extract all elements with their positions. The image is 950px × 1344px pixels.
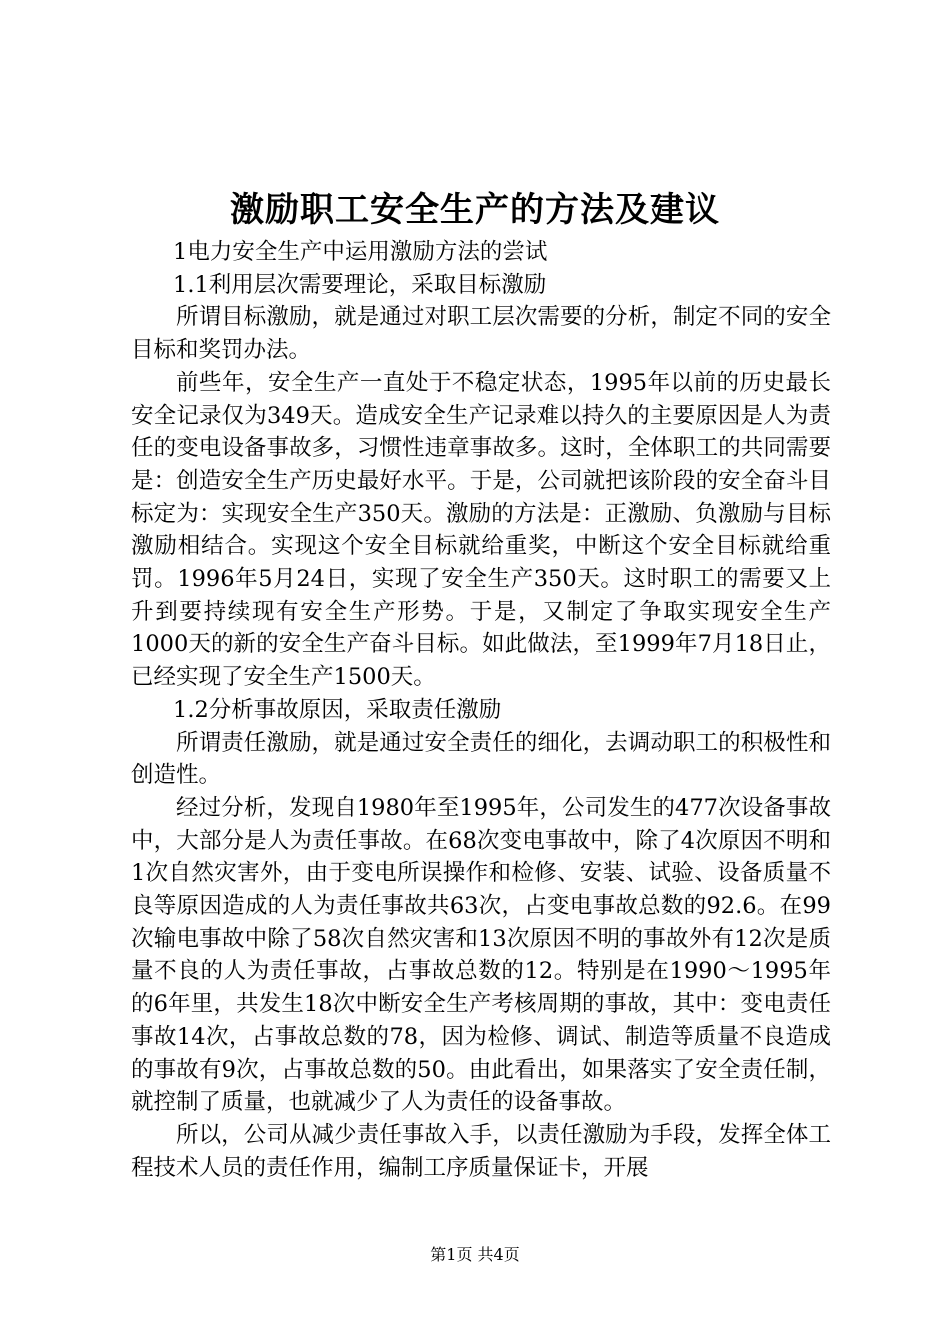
- section-heading: 1电力安全生产中运用激励方法的尝试: [173, 239, 548, 265]
- subsection-heading: 1.2分析事故原因，采取责任激励: [173, 696, 502, 723]
- paragraph: 所谓目标激励，就是通过对职工层次需要的分析，制定不同的安全目标和奖罚办法。: [131, 304, 831, 364]
- subsection-heading: 1.1利用层次需要理论，采取目标激励: [173, 271, 547, 298]
- page-title: 激励职工安全生产的方法及建议: [230, 190, 720, 230]
- page-footer: 第1页 共4页: [430, 1245, 520, 1264]
- paragraph: 前些年，安全生产一直处于不稳定状态，1995年以前的历史最长安全记录仅为349天。造成安全生产记录难以持久的主要原因是人为责任的变电设备事故多，习惯性违章事故多。这时，全体职工的共同需要是：创造安全生产历史最好水平。于是，公司就把该阶段的安全奋斗目标定为：实现安全生产350天。激励的方法是：正激励、负激励与目标激励相结合。实现这个安全目标就给重奖，中断这个安全目标就给重罚。1996年5月24日，实现了安全生产350天。这时职工的需要又上升到要持续现有安全生产形势。于是，又制定了争取实现安全生产1000天的新的安全生产奋斗目标。如此做法，至1999年7月18日止，已经实现了安全生产1500天。: [131, 369, 831, 691]
- document-body: [131, 236, 831, 1184]
- paragraph: 所谓责任激励，就是通过安全责任的细化，去调动职工的积极性和创造性。: [131, 729, 831, 789]
- paragraph: 所以，公司从减少责任事故入手，以责任激励为手段，发挥全体工程技术人员的责任作用，编制工序质量保证卡，开展: [131, 1121, 831, 1181]
- paragraph: 经过分析，发现自1980年至1995年，公司发生的477次设备事故中，大部分是人为责任事故。在68次变电事故中，除了4次原因不明和1次自然灾害外，由于变电所误操作和检修、安装、试验、设备质量不良等原因造成的人为责任事故共63次，占变电事故总数的92.6。在99次输电事故中除了58次自然灾害和13次原因不明的事故外有12次是质量不良的人为责任事故，占事故总数的12。特别是在1990～1995年的6年里，共发生18次中断安全生产考核周期的事故，其中：变电责任事故14次，占事故总数的78，因为检修、调试、制造等质量不良造成的事故有9次，占事故总数的50。由此看出，如果落实了安全责任制，就控制了质量，也就减少了人为责任的设备事故。: [131, 794, 831, 1116]
